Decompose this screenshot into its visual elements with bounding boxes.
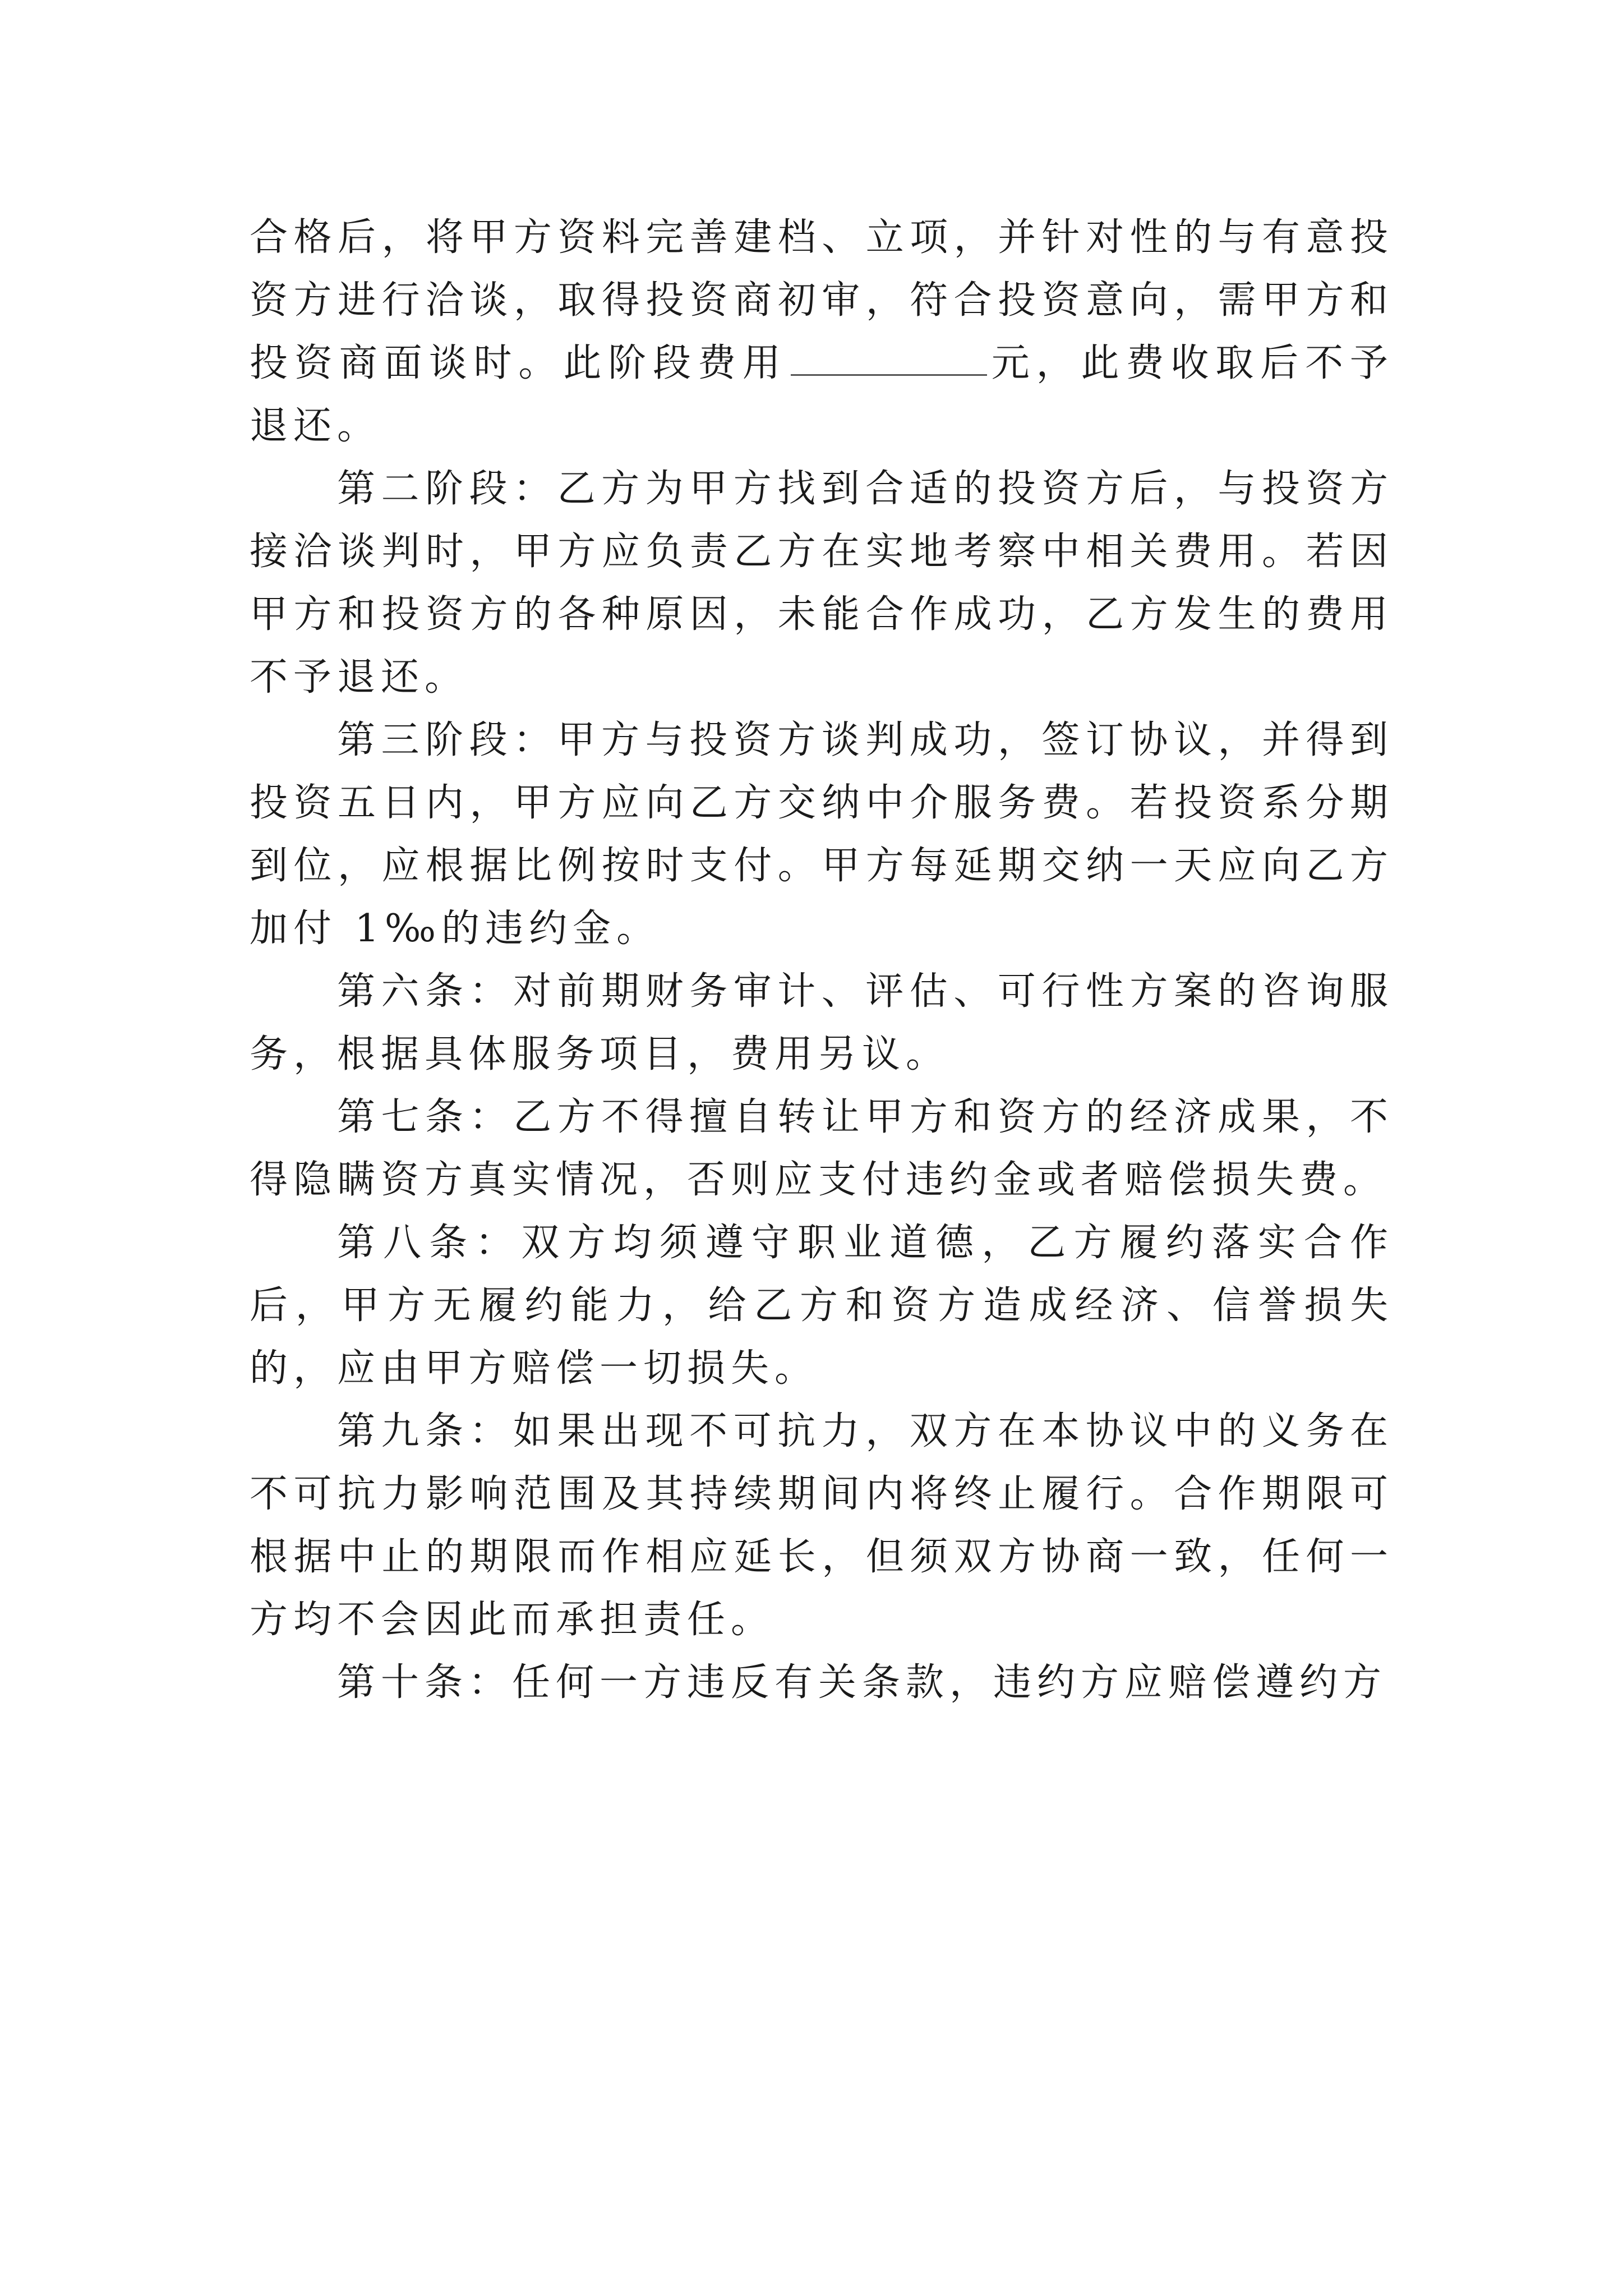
paragraph-stage-one-continued bbox=[250, 206, 1394, 458]
paragraph-article-seven: 第七条：乙方不得擅自转让甲方和资方的经济成果，不得隐瞒资方真实情况，否则应支付违约金或者赔偿损失费。 bbox=[250, 1095, 1394, 1202]
fee-blank-line bbox=[791, 341, 987, 376]
paragraph-article-six: 第六条：对前期财务审计、评估、可行性方案的咨询服务，根据具体服务项目，费用另议。 bbox=[250, 969, 1394, 1076]
paragraph-article-eight: 第八条：双方均须遵守职业道德，乙方履约落实合作后，甲方无履约能力，给乙方和资方造成经济、信誉损失的，应由甲方赔偿一切损失。 bbox=[250, 1221, 1394, 1391]
paragraph-stage-three: 第三阶段：甲方与投资方谈判成功，签订协议，并得到投资五日内，甲方应向乙方交纳中介服务费。若投资系分期到位，应根据比例按时支付。甲方每延期交纳一天应向乙方加付 1‰的违约金。 bbox=[250, 718, 1394, 951]
paragraph-article-ten: 第十条：任何一方违反有关条款，违约方应赔偿遵约方 bbox=[337, 1660, 1387, 1705]
paragraph-article-nine: 第九条：如果出现不可抗力，双方在本协议中的义务在不可抗力影响范围及其持续期间内将终止履行。合作期限可根据中止的期限而作相应延长，但须双方协商一致，任何一方均不会因此而承担责任。 bbox=[250, 1409, 1394, 1642]
paragraph-stage-two: 第二阶段：乙方为甲方找到合适的投资方后，与投资方接洽谈判时，甲方应负责乙方在实地考察中相关费用。若因甲方和投资方的各种原因，未能合作成功，乙方发生的费用不予退还。 bbox=[250, 467, 1394, 700]
paragraph-text: 元，此费收取后不予退还。 bbox=[250, 341, 1394, 448]
contract-body bbox=[250, 206, 1394, 1714]
paragraph-text: 合格后，将甲方资料完善建档、立项，并针对性的与有意投资方进行洽谈，取得投资商初审，符合投资意向，需甲方和投资商面谈时。此阶段费用 bbox=[250, 215, 1394, 385]
